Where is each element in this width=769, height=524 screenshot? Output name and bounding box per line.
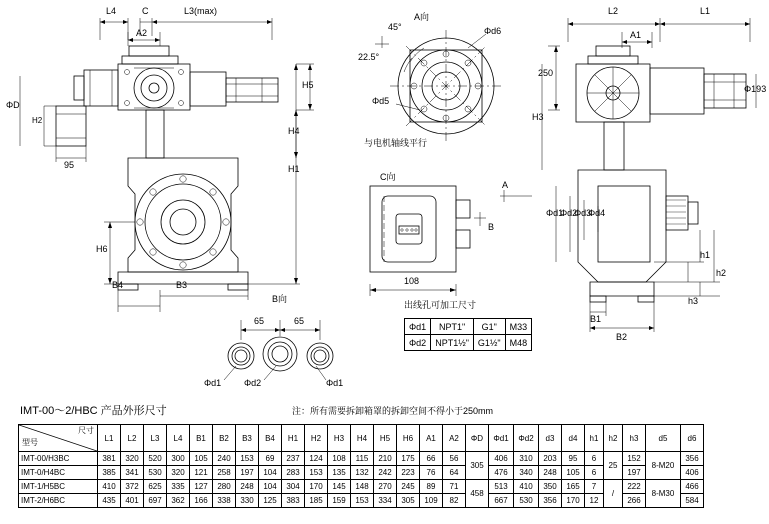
- dim-phid2-mid-label: Φd2: [244, 378, 262, 388]
- dimension-cell: 124: [305, 452, 328, 466]
- dimension-cell: 197: [236, 466, 259, 480]
- dim-h3-side-label: H3: [532, 112, 544, 122]
- dimension-table-body: [19, 452, 704, 508]
- dimension-cell: 197: [623, 466, 646, 480]
- model-name-cell: IMT-1/H5BC: [19, 480, 98, 494]
- dim-h5-label: H5: [302, 80, 314, 90]
- dim-l3max-label: L3(max): [184, 6, 218, 16]
- dimension-cell: 95: [562, 452, 585, 466]
- dimension-cell: 135: [328, 466, 351, 480]
- model-name-cell: IMT-00/H3BC: [19, 452, 98, 466]
- dimension-cell: 381: [98, 452, 121, 466]
- dimension-column-header: H4: [351, 425, 374, 452]
- dimension-table-head: [19, 425, 704, 452]
- dimension-cell: 410: [98, 480, 121, 494]
- dim-l1-label: L1: [700, 6, 711, 16]
- dimension-cell: 237: [282, 452, 305, 466]
- dimension-cell: 104: [259, 466, 282, 480]
- dim-95-label: 95: [64, 160, 75, 170]
- dim-phid5-label: Φd5: [372, 96, 390, 106]
- dimension-column-header: L3: [144, 425, 167, 452]
- dim-phid1-left-label: Φd1: [204, 378, 222, 388]
- dim-b1-label: B1: [590, 314, 602, 324]
- dimension-column-header: L1: [98, 425, 121, 452]
- drawing-note: 注：所有需要拆卸箱罩的拆卸空间不得小于250mm: [292, 406, 494, 416]
- dimension-column-header: H5: [374, 425, 397, 452]
- corner-model-label: 型号: [22, 438, 38, 447]
- dimension-cell: 248: [539, 466, 562, 480]
- section-arrow-b-label: B: [488, 222, 495, 232]
- outlet-hole-table-body: [405, 319, 532, 351]
- dimension-cell-merged: 25: [604, 452, 623, 480]
- dimension-cell: 153: [305, 466, 328, 480]
- dim-a2-label: A2: [136, 28, 148, 38]
- dim-h1-label: H1: [288, 164, 300, 174]
- table-row: [19, 494, 704, 508]
- outlet-hole-thread: M48: [505, 335, 532, 351]
- dim-l2-label: L2: [608, 6, 619, 16]
- dimension-cell: 513: [489, 480, 514, 494]
- dimension-cell: 175: [397, 452, 420, 466]
- dimension-cell: 435: [98, 494, 121, 508]
- dimension-cell: 248: [236, 480, 259, 494]
- dimension-column-header: Φd2: [514, 425, 539, 452]
- dimension-cell: 697: [144, 494, 167, 508]
- dimension-column-header: L4: [167, 425, 190, 452]
- dim-b4-label: B4: [112, 280, 124, 290]
- dimension-column-header: d4: [562, 425, 585, 452]
- dimension-cell: 584: [681, 494, 704, 508]
- view-b-label: B向: [272, 294, 288, 304]
- dimension-cell: 385: [98, 466, 121, 480]
- dimension-cell: 69: [259, 452, 282, 466]
- dimension-cell: 258: [213, 466, 236, 480]
- dimension-cell: 270: [374, 480, 397, 494]
- dimension-cell: 356: [681, 452, 704, 466]
- dimension-cell: 185: [305, 494, 328, 508]
- dim-a1-label: A1: [630, 30, 642, 40]
- dimension-cell: 170: [562, 494, 585, 508]
- outlet-hole-thread: NPT1": [431, 319, 474, 335]
- dimension-cell: 76: [420, 466, 443, 480]
- model-name-cell: IMT-2/H6BC: [19, 494, 98, 508]
- dimension-cell: 245: [397, 480, 420, 494]
- dimension-cell: 401: [121, 494, 144, 508]
- table-row: [19, 466, 704, 480]
- dimension-cell: 242: [374, 466, 397, 480]
- dimension-column-header: H2: [305, 425, 328, 452]
- dim-b3-label: B3: [176, 280, 188, 290]
- dimension-cell: 356: [539, 494, 562, 508]
- dimension-table: [18, 424, 704, 508]
- dimension-cell: 66: [420, 452, 443, 466]
- outlet-hole-thread: M33: [505, 319, 532, 335]
- dimension-cell: 406: [681, 466, 704, 480]
- dimension-column-header: h1: [585, 425, 604, 452]
- dimension-cell-merged: 8-M20: [646, 452, 681, 480]
- dimension-cell: 280: [213, 480, 236, 494]
- dimension-cell: 530: [144, 466, 167, 480]
- dimension-cell: 125: [259, 494, 282, 508]
- dimension-cell-merged: /: [604, 480, 623, 508]
- dimension-cell: 223: [397, 466, 420, 480]
- dimension-column-header: H3: [328, 425, 351, 452]
- dimension-cell: 466: [681, 480, 704, 494]
- dimension-cell: 105: [190, 452, 213, 466]
- dimension-cell: 304: [282, 480, 305, 494]
- dimension-cell: 108: [328, 452, 351, 466]
- dim-250-label: 250: [538, 68, 554, 78]
- dimension-cell: 56: [443, 452, 466, 466]
- outlet-hole-thread: G1½": [473, 335, 505, 351]
- dimension-cell: 159: [328, 494, 351, 508]
- dimension-column-header: ΦD: [466, 425, 489, 452]
- dimension-cell: 152: [623, 452, 646, 466]
- dimension-cell: 320: [121, 452, 144, 466]
- dimension-cell: 109: [420, 494, 443, 508]
- dim-h3-bottom-label: h3: [688, 296, 699, 306]
- dim-c-label: C: [142, 6, 149, 16]
- dimension-cell: 406: [489, 452, 514, 466]
- dimension-column-header: A2: [443, 425, 466, 452]
- dimension-cell: 82: [443, 494, 466, 508]
- dim-phid3-side-label: Φd3: [574, 208, 592, 218]
- dimension-cell: 210: [374, 452, 397, 466]
- table-row: [19, 480, 704, 494]
- dim-phid4-side-label: Φd4: [588, 208, 606, 218]
- outlet-hole-row: [405, 335, 532, 351]
- dimension-cell: 6: [585, 452, 604, 466]
- view-c-label: C向: [380, 172, 396, 182]
- dimension-cell: 667: [489, 494, 514, 508]
- dim-65-right-label: 65: [294, 316, 305, 326]
- outlet-hole-designation: Φd2: [405, 335, 431, 351]
- dimension-cell: 145: [328, 480, 351, 494]
- dimension-cell: 203: [539, 452, 562, 466]
- dimension-cell: 341: [121, 466, 144, 480]
- outlet-hole-designation: Φd1: [405, 319, 431, 335]
- dim-b2-label: B2: [616, 332, 628, 342]
- dimension-cell: 310: [514, 452, 539, 466]
- dimension-cell: 170: [305, 480, 328, 494]
- dimension-cell: 64: [443, 466, 466, 480]
- dim-h1-side-label: h1: [700, 250, 711, 260]
- dimension-cell: 240: [213, 452, 236, 466]
- outlet-hole-row: [405, 319, 532, 335]
- dimension-cell: 89: [420, 480, 443, 494]
- dim-65-left-label: 65: [254, 316, 265, 326]
- dimension-cell: 71: [443, 480, 466, 494]
- dimension-column-header: H6: [397, 425, 420, 452]
- dim-phid-label: ΦD: [6, 100, 20, 110]
- outlet-hole-table: [404, 318, 532, 351]
- dimension-cell: 266: [623, 494, 646, 508]
- dimension-column-header: d3: [539, 425, 562, 452]
- dimension-cell: 166: [190, 494, 213, 508]
- model-name-cell: IMT-0/H4BC: [19, 466, 98, 480]
- dimension-cell: 338: [213, 494, 236, 508]
- dimension-cell: 105: [562, 466, 585, 480]
- corner-size-label: 尺寸: [78, 426, 94, 435]
- dim-h6-label: H6: [96, 244, 108, 254]
- dimension-cell: 132: [351, 466, 374, 480]
- outlet-hole-thread: NPT1½": [431, 335, 474, 351]
- outlet-hole-thread: G1": [473, 319, 505, 335]
- dimension-cell: 330: [236, 494, 259, 508]
- dimension-cell: 115: [351, 452, 374, 466]
- dim-108-label: 108: [404, 276, 420, 286]
- dimension-cell: 283: [282, 466, 305, 480]
- dimension-cell: 7: [585, 480, 604, 494]
- dimension-cell: 335: [167, 480, 190, 494]
- dimension-cell: 121: [190, 466, 213, 480]
- dimension-column-header: h3: [623, 425, 646, 452]
- dimension-cell: 520: [144, 452, 167, 466]
- outlet-hole-note: 出线孔可加工尺寸: [404, 300, 477, 310]
- dimension-cell: 6: [585, 466, 604, 480]
- dim-h2-left-label: H2: [32, 116, 43, 125]
- dimension-column-header: d5: [646, 425, 681, 452]
- dimension-cell: 362: [167, 494, 190, 508]
- dimension-cell: 153: [236, 452, 259, 466]
- dimension-cell: 410: [514, 480, 539, 494]
- dimension-cell: 153: [351, 494, 374, 508]
- dimension-column-header: h2: [604, 425, 623, 452]
- dimension-table-corner-cell: [19, 425, 98, 452]
- dimension-cell: 372: [121, 480, 144, 494]
- dim-angle-22-5-label: 22.5°: [358, 52, 380, 62]
- dimension-cell: 334: [374, 494, 397, 508]
- dimension-cell: 300: [167, 452, 190, 466]
- dimension-cell: 476: [489, 466, 514, 480]
- dimension-cell: 165: [562, 480, 585, 494]
- dimension-column-header: B4: [259, 425, 282, 452]
- dimension-column-header: B2: [213, 425, 236, 452]
- dimension-cell: 320: [167, 466, 190, 480]
- dim-phid2-side-label: Φd2: [560, 208, 578, 218]
- dimension-cell: 625: [144, 480, 167, 494]
- motor-axis-note: 与电机轴线平行: [364, 138, 428, 148]
- dim-angle-45-label: 45°: [388, 22, 402, 32]
- dim-l4-label: L4: [106, 6, 117, 16]
- table-row: [19, 452, 704, 466]
- dimension-cell: 222: [623, 480, 646, 494]
- dimension-table-header-row: [19, 425, 704, 452]
- dimension-cell: 104: [259, 480, 282, 494]
- dim-phid1-right-label: Φd1: [326, 378, 344, 388]
- dimension-column-header: A1: [420, 425, 443, 452]
- dimension-cell: 350: [539, 480, 562, 494]
- dimension-cell: 305: [397, 494, 420, 508]
- dim-phid1-side-label: Φd1: [546, 208, 564, 218]
- dim-h4-label: H4: [288, 126, 300, 136]
- dimension-cell-merged: 8-M30: [646, 480, 681, 508]
- dim-phi193-label: Φ193: [744, 84, 767, 94]
- dimension-column-header: B1: [190, 425, 213, 452]
- dim-h2-side-label: h2: [716, 268, 727, 278]
- dimension-column-header: L2: [121, 425, 144, 452]
- dimension-column-header: H1: [282, 425, 305, 452]
- dimension-cell: 383: [282, 494, 305, 508]
- section-arrow-a-label: A: [502, 180, 509, 190]
- dimension-cell-merged: 458: [466, 480, 489, 508]
- dimension-column-header: d6: [681, 425, 704, 452]
- dimension-cell: 340: [514, 466, 539, 480]
- dimension-cell: 127: [190, 480, 213, 494]
- dimension-column-header: B3: [236, 425, 259, 452]
- drawing-title: IMT-00～2/HBC 产品外形尺寸: [20, 405, 167, 417]
- dimension-column-header: Φd1: [489, 425, 514, 452]
- dimension-cell: 148: [351, 480, 374, 494]
- dimension-cell: 530: [514, 494, 539, 508]
- dimension-cell: 12: [585, 494, 604, 508]
- dim-phid6-label: Φd6: [484, 26, 502, 36]
- dimension-cell-merged: 305: [466, 452, 489, 480]
- view-a-label: A向: [414, 12, 430, 22]
